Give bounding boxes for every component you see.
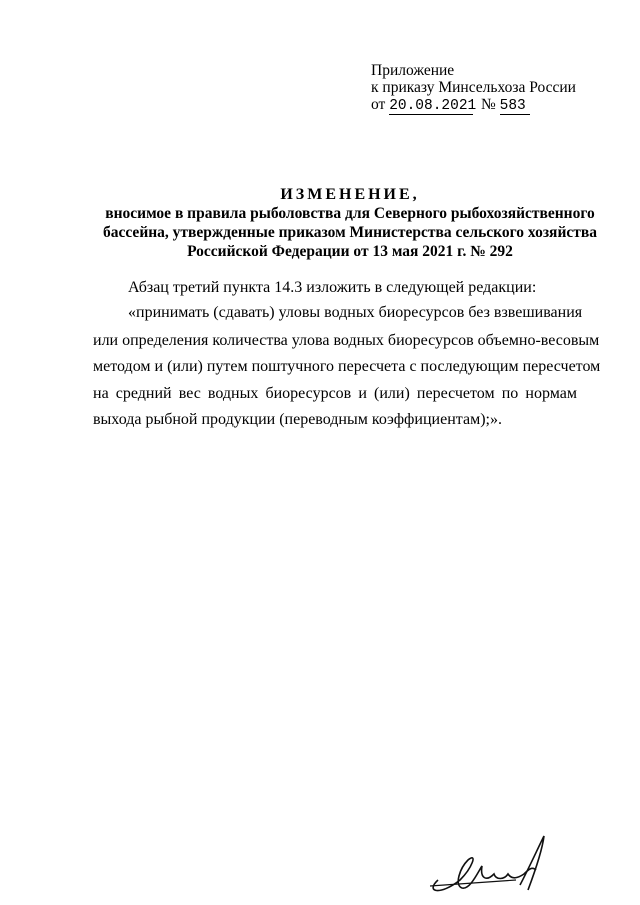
quote-line: или определения количества улова водных биоресурсов объемно-весовым — [93, 332, 600, 349]
signature — [420, 830, 560, 900]
document-title — [60, 185, 640, 261]
order-date-number: от 20.08.2021 № 583 — [371, 96, 576, 115]
intro-paragraph: Абзац третий пункта 14.3 изложить в следующей редакции: — [128, 279, 537, 296]
quote-line: «принимать (сдавать) уловы водных биоресурсов без взвешивания — [128, 304, 583, 321]
quote-line: на средний вес водных биоресурсов и (или) пересчетом по нормам — [93, 385, 577, 402]
quote-line: выхода рыбной продукции (переводным коэффициентам);». — [93, 411, 502, 428]
quote-line: методом и (или) путем поштучного пересчета с последующим пересчетом — [93, 358, 601, 375]
title-heading: ИЗМЕНЕНИЕ, — [280, 186, 420, 203]
appendix-header — [371, 62, 576, 115]
order-reference: к приказу Минсельхоза России — [371, 79, 576, 96]
order-date: 20.08.2021 — [389, 98, 477, 114]
title-line: бассейна, утвержденные приказом Министерства сельского хозяйства — [102, 224, 597, 241]
order-number: 583 — [500, 99, 530, 115]
appendix-label: Приложение — [371, 62, 455, 79]
title-line: Российской Федерации от 13 мая 2021 г. № 292 — [187, 243, 513, 260]
title-line: вносимое в правила рыболовства для Северного рыбохозяйственного — [105, 205, 595, 222]
